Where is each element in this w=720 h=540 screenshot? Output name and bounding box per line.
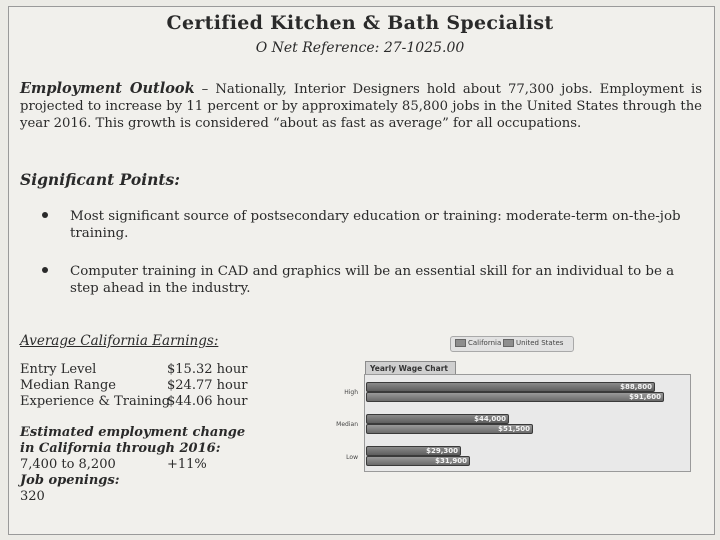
earnings-row <box>20 378 248 393</box>
employment-outlook-heading: Employment Outlook <box>20 80 195 97</box>
y-tick-label: Median <box>336 421 358 428</box>
page-title: Certified Kitchen & Bath Specialist <box>166 12 554 34</box>
earnings-label: Median Range <box>20 378 116 393</box>
bullet-item <box>70 263 702 297</box>
employment-outlook-text: – Nationally, Interior Designers hold about 77,300 jobs. Employment is projected to increase by 11 percent or by approximately 85,800 jobs in the United States through the year 2016. This growth is considered “about as fast as average” for all occupations. <box>20 82 702 131</box>
bar-data-label: $29,300 <box>426 447 458 455</box>
earnings-heading: Average California Earnings: <box>20 333 219 349</box>
legend-label: United States <box>516 339 564 347</box>
employment-outlook-paragraph <box>20 80 702 132</box>
bar-california-high <box>366 382 655 392</box>
bar-data-label: $91,600 <box>629 393 661 401</box>
job-openings-value: 320 <box>20 489 45 504</box>
employment-range: 7,400 to 8,200 <box>20 457 116 472</box>
bar-data-label: $44,000 <box>474 415 506 423</box>
bullet-icon <box>42 212 48 218</box>
employment-change-heading: Estimated employment change <box>20 425 246 440</box>
bar-data-label: $88,800 <box>620 383 652 391</box>
earnings-value: $15.32 hour <box>167 362 248 377</box>
legend-item-california <box>455 339 501 347</box>
bullet-text: Computer training in CAD and graphics will be an essential skill for an individual to be a step ahead in the industry. <box>70 264 675 296</box>
legend-label: California <box>468 339 502 347</box>
bar-data-label: $51,500 <box>498 425 530 433</box>
earnings-label: Entry Level <box>20 362 97 377</box>
earnings-row <box>20 362 248 377</box>
onet-reference: O Net Reference: 27-1025.00 <box>255 40 465 56</box>
y-tick-label: High <box>344 389 358 396</box>
job-openings-label: Job openings: <box>20 473 120 488</box>
bar-united-states-high <box>366 392 664 402</box>
employment-change-block <box>20 425 245 505</box>
bullet-text: Most significant source of postsecondary education or training: moderate-term on-the-job training. <box>70 209 681 241</box>
chart-plot-area <box>364 374 691 472</box>
bar-united-states-median <box>366 424 533 434</box>
bar-california-low <box>366 446 461 456</box>
y-tick-label: Low <box>346 454 358 461</box>
earnings-row <box>20 394 248 409</box>
legend-swatch <box>503 339 514 347</box>
bar-data-label: $31,900 <box>435 457 467 465</box>
earnings-value: $24.77 hour <box>167 378 248 393</box>
significant-points-heading: Significant Points: <box>20 170 180 189</box>
bar-united-states-low <box>366 456 470 466</box>
chart-legend <box>450 336 574 352</box>
bullet-item <box>70 208 702 242</box>
chart-title: Yearly Wage Chart <box>365 361 456 375</box>
bar-california-median <box>366 414 509 424</box>
employment-percent: +11% <box>167 457 207 472</box>
legend-swatch <box>455 339 466 347</box>
earnings-value: $44.06 hour <box>167 394 248 409</box>
employment-change-heading-2: in California through 2016: <box>20 441 221 456</box>
legend-item-united-states <box>503 339 563 347</box>
earnings-label: Experience & Training <box>20 394 171 409</box>
bullet-icon <box>42 267 48 273</box>
employment-range-row <box>20 457 245 473</box>
